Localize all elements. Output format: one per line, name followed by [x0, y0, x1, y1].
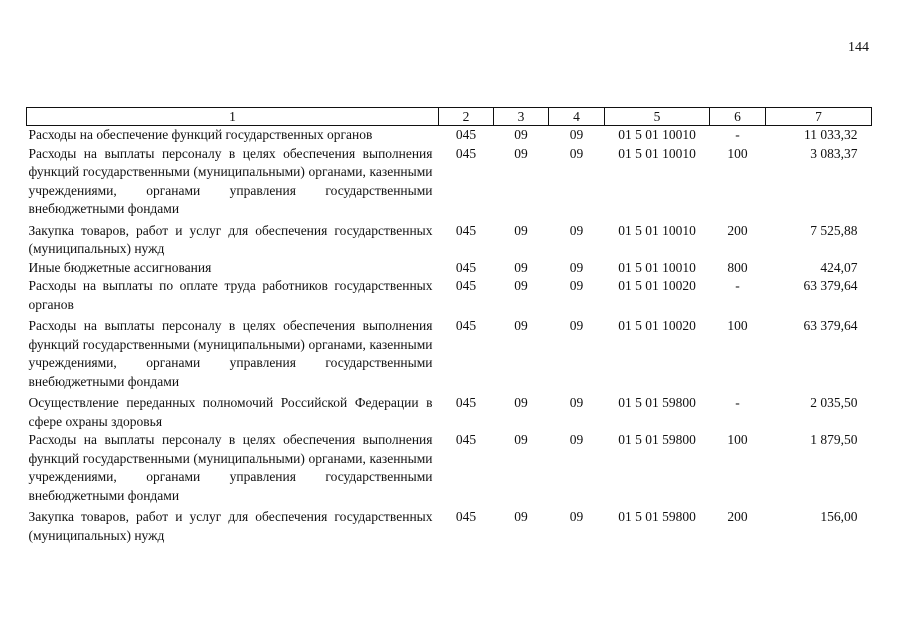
table-header [27, 108, 872, 126]
row-col-5: 01 5 01 10010 [618, 222, 696, 238]
row-col-5: 01 5 01 10010 [618, 145, 696, 161]
row-col-4: 09 [569, 259, 584, 275]
row-col-2: 045 [455, 278, 477, 293]
row-col-4: 09 [569, 145, 584, 161]
row-description: Расходы на выплаты персоналу в целях обеспечения выполнения функций государственными (муниципальными) органами, казенными учреждениями, органами управления государственными внебюджетными фондами [28, 318, 433, 389]
row-description: Иные бюджетные ассигнования [28, 259, 212, 275]
row-col-7: 11 033,32 [804, 127, 858, 142]
row-description: Расходы на обеспечение функций государственных органов [28, 127, 373, 142]
header-col-7: 7 [766, 108, 872, 126]
row-col-4: 09 [569, 127, 584, 142]
table-row [27, 314, 872, 391]
page-number: 144 [848, 40, 869, 55]
row-col-6: 200 [727, 222, 748, 238]
row-col-6: 100 [727, 145, 748, 161]
table-row [27, 126, 872, 145]
table-row [27, 505, 872, 545]
row-col-2: 045 [455, 432, 477, 447]
table-row [27, 219, 872, 259]
budget-table [26, 107, 872, 545]
header-col-5: 5 [605, 108, 710, 126]
row-col-3: 09 [514, 222, 528, 238]
row-description: Расходы на выплаты персоналу в целях обеспечения выполнения функций государственными (муниципальными) органами, казенными учреждениями, органами управления государственными внебюджетными фондами [28, 145, 433, 216]
row-col-4: 09 [569, 395, 584, 410]
row-col-3: 09 [514, 509, 528, 524]
row-col-7: 63 379,64 [803, 318, 858, 333]
row-col-4: 09 [569, 318, 584, 333]
header-col-4: 4 [549, 108, 605, 126]
row-col-2: 045 [455, 509, 477, 524]
table-row [27, 391, 872, 431]
row-description: Закупка товаров, работ и услуг для обеспечения государственных (муниципальных) нужд [28, 222, 433, 256]
header-row [27, 108, 872, 126]
row-col-7: 7 525,88 [810, 222, 858, 238]
row-col-6: - [735, 395, 740, 410]
row-col-7: 1 879,50 [810, 432, 858, 447]
row-col-7: 63 379,64 [803, 278, 858, 293]
row-col-7: 3 083,37 [810, 145, 858, 161]
row-col-4: 09 [569, 509, 584, 524]
row-col-7: 424,07 [820, 259, 858, 275]
row-col-7: 156,00 [820, 509, 858, 524]
row-col-2: 045 [455, 127, 477, 142]
table-row [27, 145, 872, 219]
row-col-6: 800 [727, 259, 748, 275]
row-col-7: 2 035,50 [810, 395, 858, 410]
row-col-2: 045 [455, 395, 477, 410]
row-col-3: 09 [514, 318, 528, 333]
row-col-5: 01 5 01 59800 [618, 395, 696, 410]
header-col-3: 3 [494, 108, 549, 126]
row-col-2: 045 [455, 222, 477, 238]
row-description: Осуществление переданных полномочий Российской Федерации в сфере охраны здоровья [28, 395, 433, 429]
row-col-3: 09 [514, 259, 528, 275]
row-col-6: - [735, 278, 740, 293]
table-row [27, 277, 872, 314]
row-col-4: 09 [569, 432, 584, 447]
row-col-5: 01 5 01 59800 [618, 509, 696, 524]
row-col-3: 09 [514, 395, 528, 410]
header-col-6: 6 [710, 108, 766, 126]
table-row [27, 259, 872, 278]
row-col-3: 09 [514, 127, 528, 142]
row-col-2: 045 [455, 259, 477, 275]
row-col-3: 09 [514, 145, 528, 161]
row-col-6: 100 [727, 318, 748, 333]
row-col-3: 09 [514, 432, 528, 447]
row-col-6: 200 [727, 509, 748, 524]
row-col-2: 045 [455, 318, 477, 333]
table-row [27, 431, 872, 505]
row-col-3: 09 [514, 278, 528, 293]
row-col-5: 01 5 01 10020 [618, 278, 696, 293]
table-body [27, 126, 872, 546]
row-col-5: 01 5 01 59800 [618, 432, 696, 447]
row-description: Закупка товаров, работ и услуг для обеспечения государственных (муниципальных) нужд [28, 509, 433, 543]
row-col-4: 09 [569, 278, 584, 293]
row-col-5: 01 5 01 10010 [618, 259, 696, 275]
row-description: Расходы на выплаты персоналу в целях обеспечения выполнения функций государственными (муниципальными) органами, казенными учреждениями, органами управления государственными внебюджетными фондами [28, 432, 433, 503]
header-col-1: 1 [27, 108, 439, 126]
row-col-6: 100 [727, 432, 748, 447]
row-col-5: 01 5 01 10020 [618, 318, 696, 333]
row-col-5: 01 5 01 10010 [618, 127, 696, 142]
header-col-2: 2 [439, 108, 494, 126]
row-description: Расходы на выплаты по оплате труда работников государственных органов [28, 278, 433, 312]
row-col-6: - [735, 127, 740, 142]
row-col-2: 045 [455, 145, 477, 161]
row-col-4: 09 [569, 222, 584, 238]
